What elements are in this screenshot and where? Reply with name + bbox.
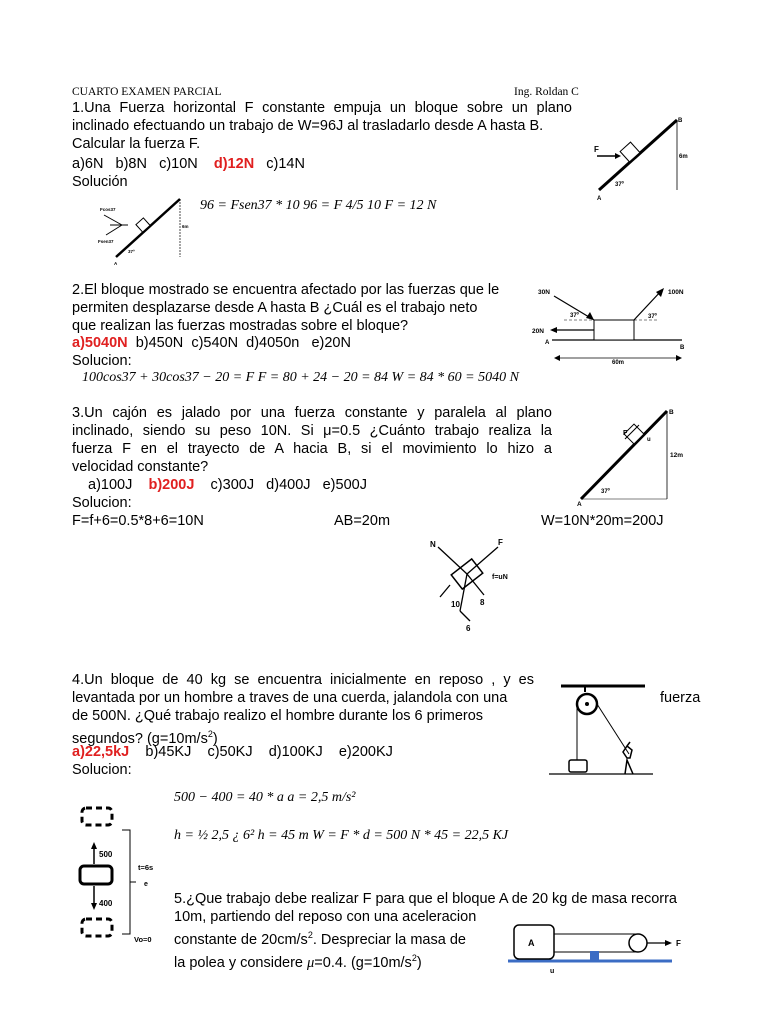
q3-options xyxy=(88,476,367,494)
final-position xyxy=(82,808,112,825)
pulley xyxy=(629,934,647,952)
pulley-axle xyxy=(585,702,589,706)
incline-line xyxy=(599,120,677,190)
q1-option-e[interactable]: c)14N xyxy=(266,156,305,172)
q4-option-a[interactable]: a)22,5kJ xyxy=(72,744,130,760)
arrow-head xyxy=(91,903,97,910)
label-A: A xyxy=(577,501,582,508)
q3-line: inclinado, siendo su peso 10N. Si μ=0.5 ¿Cuánto trabajo realiza la xyxy=(72,423,552,439)
block xyxy=(80,866,112,884)
q2-line: que realizan las fuerzas mostradas sobre el bloque? xyxy=(72,318,409,334)
label-angle1: 37º xyxy=(570,313,579,319)
label-A: A xyxy=(545,340,550,346)
q4-fbd xyxy=(74,800,169,950)
initial-position xyxy=(82,919,112,936)
label-up: 500 xyxy=(99,850,113,859)
block xyxy=(620,142,640,162)
q4-formula2: h = ½ 2,5 ¿ 6² h = 45 m W = F * d = 500 N * 45 = 22,5 KJ xyxy=(174,828,509,843)
q3-sol2: AB=20m xyxy=(334,513,391,529)
label-A: A xyxy=(597,196,602,202)
label-f20: 20N xyxy=(532,328,544,335)
label-w: 10 xyxy=(451,600,460,609)
q3-option-a[interactable]: a)100J xyxy=(88,477,133,493)
arrow-head xyxy=(665,940,672,946)
q2-option-a[interactable]: a)5040N xyxy=(72,335,128,351)
q5-diagram xyxy=(506,915,696,977)
exam-title: CUARTO EXAMEN PARCIAL xyxy=(72,86,222,98)
q2-options xyxy=(72,334,351,352)
label-t: t=6s xyxy=(138,863,154,872)
q1-text xyxy=(72,99,572,153)
block xyxy=(136,218,150,232)
label-h: 12m xyxy=(670,452,684,459)
arrow-head xyxy=(676,355,682,361)
q3-option-d[interactable]: d)400J xyxy=(266,477,311,493)
incline-line xyxy=(581,411,667,499)
fsen-arrow xyxy=(106,225,122,235)
q2-option-c[interactable]: c)540N xyxy=(191,335,239,351)
label-A: A xyxy=(528,938,535,948)
q3-sol3: W=10N*20m=200J xyxy=(541,513,664,529)
fcos-arrow xyxy=(104,215,122,225)
label-angle: 37º xyxy=(615,182,624,188)
label-v0: Vo=0 xyxy=(134,935,152,944)
q1-diagram xyxy=(585,112,695,204)
q4-line: 4.Un bloque de 40 kg se encuentra inicialmente en reposo , y es xyxy=(72,672,534,688)
label-angle2: 37º xyxy=(648,314,657,320)
w6-arrow xyxy=(460,611,470,621)
label-N: N xyxy=(430,540,436,549)
label-h: 6m xyxy=(679,154,688,160)
label-u: u xyxy=(647,437,651,443)
rope-right xyxy=(597,704,629,754)
q5-line1: 5.¿Que trabajo debe realizar F para que el bloque A de 20 kg de masa recorra xyxy=(174,891,677,907)
label-u: u xyxy=(550,968,555,975)
label-w8: 8 xyxy=(480,598,485,607)
label-f30: 30N xyxy=(538,289,550,296)
label-fcos: Fcos37 xyxy=(100,207,116,212)
arrow-head xyxy=(91,842,97,849)
q4-option-c[interactable]: c)50KJ xyxy=(207,744,253,760)
q1-line: Calcular la fuerza F. xyxy=(72,136,201,152)
q4-options xyxy=(72,743,393,761)
q4-option-e[interactable]: e)200KJ xyxy=(338,744,393,760)
q3-fbd xyxy=(420,535,525,633)
arrow-head xyxy=(615,153,621,159)
q1-line: 1.Una Fuerza horizontal F constante empuja un bloque sobre un plano xyxy=(72,100,572,116)
q2-option-e[interactable]: e)20N xyxy=(311,335,351,351)
label-angle: 37º xyxy=(601,489,610,495)
q1-solution-diagram xyxy=(98,195,193,267)
q1-option-d[interactable]: d)12N xyxy=(213,156,255,172)
q5-line: 10m, partiendo del reposo con una aceleracion xyxy=(174,909,477,925)
f-arrow xyxy=(440,585,450,597)
q2-line: permiten desplazarse desde A hasta B ¿Cuál es el trabajo neto xyxy=(72,300,478,316)
label-B: B xyxy=(680,345,685,351)
label-F: F xyxy=(676,939,681,948)
q3-option-c[interactable]: c)300J xyxy=(210,477,255,493)
q1-options xyxy=(72,155,305,173)
q3-line: 3.Un cajón es jalado por una fuerza constante y paralela al plano xyxy=(72,405,552,421)
exam-author: Ing. Roldan C xyxy=(514,86,579,98)
q1-option-a[interactable]: a)6N xyxy=(72,156,104,172)
label-f: f=uN xyxy=(492,574,508,581)
label-e: e xyxy=(144,881,148,888)
incline-line xyxy=(116,199,180,257)
q3-line: velocidad constante? xyxy=(72,459,209,475)
label-fsen: Fsen37 xyxy=(98,239,114,244)
q1-line: inclinado efectuando un trabajo de W=96J al trasladarlo desde A hasta B. xyxy=(72,118,544,134)
q1-option-c[interactable]: c)10N xyxy=(159,156,198,172)
q1-solution-label: Solución xyxy=(72,174,128,190)
label-B: B xyxy=(669,409,674,416)
q2-solution-label: Solucion: xyxy=(72,353,132,369)
label-A: A xyxy=(114,261,118,266)
N-arrow xyxy=(438,547,467,574)
q2-line: 2.El bloque mostrado se encuentra afectado por las fuerzas que le xyxy=(72,282,500,298)
block xyxy=(594,320,634,340)
q4-option-d[interactable]: d)100KJ xyxy=(268,744,323,760)
q3-text xyxy=(72,404,552,476)
label-dist: 60m xyxy=(612,360,625,366)
q5-line: la polea y considere μ=0.4. $(g=10m/s^2)$ xyxy=(174,952,422,971)
q2-option-d[interactable]: d)4050n xyxy=(246,335,300,351)
label-F: F xyxy=(623,430,628,437)
q5-text xyxy=(174,908,492,972)
label-F: F xyxy=(498,538,503,547)
label-f100: 100N xyxy=(668,289,684,296)
label-B: B xyxy=(678,118,683,124)
q5-line: constante de $20cm/s^2$. Despreciar la masa de xyxy=(174,930,466,948)
q4-line: levantada por un hombre a traves de una cuerda, jalandola con una xyxy=(72,690,508,706)
q4-trailing-word: fuerza xyxy=(660,690,701,706)
label-w6: 6 xyxy=(466,624,471,633)
q4-pulley-diagram xyxy=(545,678,655,778)
q4-text xyxy=(72,671,534,748)
q4-formula1: 500 − 400 = 40 * a a = 2,5 m/s² xyxy=(174,790,356,805)
label-h: 6m xyxy=(182,224,189,229)
q1-formula: 96 = Fsen37 * 10 96 = F 4/5 10 F = 12 N xyxy=(200,198,437,213)
q3-sol1: F=f+6=0.5*8+6=10N xyxy=(72,513,204,529)
q3-solution-label: Solucion: xyxy=(72,495,132,511)
label-down: 400 xyxy=(99,899,113,908)
q3-option-e[interactable]: e)500J xyxy=(322,477,367,493)
q4-line: segundos? $(g=10m/s^2)$ xyxy=(72,729,218,747)
q2-option-b[interactable]: b)450N xyxy=(135,335,184,351)
height-bracket xyxy=(122,830,136,934)
q2-diagram xyxy=(530,280,698,370)
q2-formula: 100cos37 + 30cos37 − 20 = F F = 80 + 24 − 20 = 84 W = 84 * 60 = 5040 N xyxy=(82,370,519,385)
q3-diagram xyxy=(575,405,690,509)
arrow-head xyxy=(554,355,560,361)
label-angle: 37º xyxy=(128,249,135,254)
q1-option-b[interactable]: b)8N xyxy=(115,156,147,172)
label-F: F xyxy=(594,145,599,154)
arrow-head xyxy=(550,327,557,333)
q2-text xyxy=(72,281,499,335)
rough-patch xyxy=(590,951,599,961)
q4-option-b[interactable]: b)45KJ xyxy=(145,744,192,760)
q4-line: de 500N. ¿Qué trabajo realizo el hombre durante los 6 primeros xyxy=(72,708,484,724)
block xyxy=(569,760,587,772)
q3-line: fuerza F en el trayecto de A hacia B, si el movimiento lo hizo a xyxy=(72,441,552,457)
q4-solution-label: Solucion: xyxy=(72,762,132,778)
q3-option-b[interactable]: b)200J xyxy=(148,477,195,493)
